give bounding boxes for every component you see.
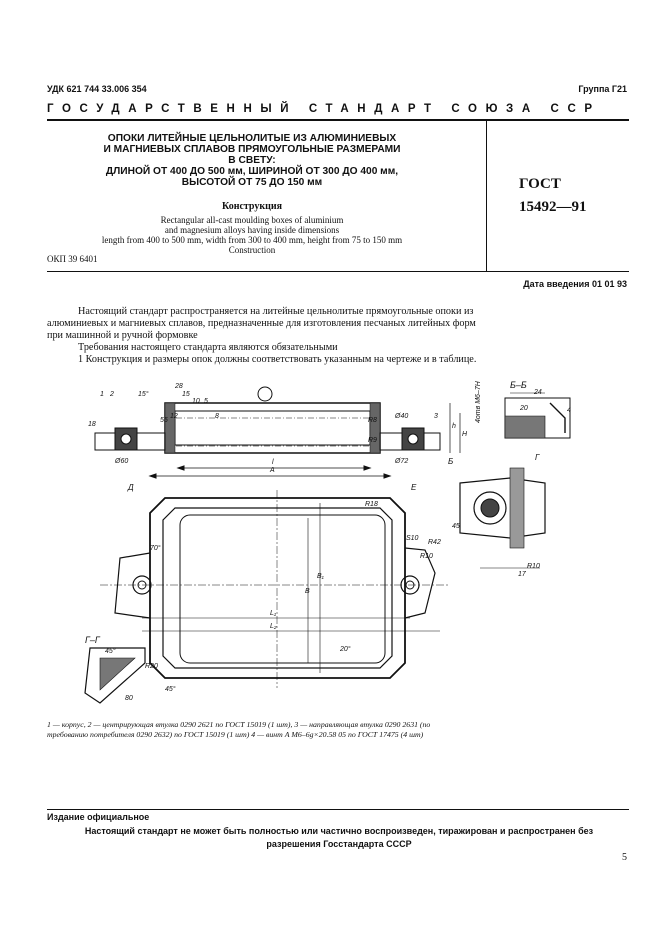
label-ang-45-a: 45° [105,648,116,655]
label-24: 24 [534,389,542,396]
footer-rule [47,809,629,810]
notice-line-1: Настоящий стандарт не может быть полностью или частично воспроизведен, тиражирован и распространен без [84,826,594,836]
figure-caption [47,720,627,739]
label-m6: 4отв М6–7Н [475,381,482,423]
edition-label: Издание официальное [47,812,150,822]
construction-ru-label: Конструкция [221,201,283,212]
label-ang-45-b: 45° [165,686,176,693]
title-en-line-4: Construction [228,245,276,255]
label-45: 45 [452,523,460,530]
label-part-3: 3 [434,413,438,420]
label-dim-B: B [305,588,310,595]
label-r10-a: R10 [420,553,433,560]
section-bb-view [505,393,570,438]
caption-line-1: 1 — корпус, 2 — центрирующая втулка 0290 2621 по ГОСТ 15019 (1 шт), 3 — направляющая втулка 0290 2631 (по [47,720,431,729]
gost-label: ГОСТ [519,176,561,192]
label-8: 8 [215,413,219,420]
body-paragraph-1-line-1: Настоящий стандарт распространяется на литейные цельнолитые прямоугольные опоки из [78,306,474,317]
label-ang-15: 15° [138,391,149,398]
label-part-1: 1 [100,391,104,398]
label-view-g: Г [535,453,540,462]
body-paragraph-3: 1 Конструкция и размеры опок должны соответствовать указанным на чертеже и в таблице. [78,354,477,365]
title-en-line-1: Rectangular all-cast moulding boxes of aluminium [160,215,344,225]
label-18: 18 [88,421,96,428]
label-4: 4 [567,407,571,414]
label-view-d: Д [128,483,134,492]
title-russian [47,133,457,188]
label-dim-L1: L₁ [270,610,277,617]
title-en-line-3: length from 400 to 500 mm, width from 300 to 400 mm, height from 75 to 150 mm [101,235,403,245]
caption-line-2: требованию потребителя 0290 2632) по ГОСТ 15019 (1 шт) 4 — винт А М6–6g×20.58 05 по ГОСТ 17475 (4 шт) [47,729,424,739]
label-r42: R42 [428,539,441,546]
title-en-line-2: and magnesium alloys having inside dimensions [164,225,340,235]
label-12: 12 [170,413,178,420]
title-ru-line-5: ВЫСОТОЙ ОТ 75 ДО 150 мм [181,177,323,188]
label-r8: R8 [368,417,377,424]
label-s10: S10 [406,535,419,542]
label-r18: R18 [365,501,378,508]
udk-code: УДК 621 744 33.006 354 [47,84,147,94]
label-r9: R9 [368,437,377,444]
group-code: Группа Г21 [578,84,627,94]
title-ru-line-3: В СВЕТУ: [228,155,276,166]
label-ang-20: 20° [340,646,351,653]
header-rule [47,119,629,121]
body-paragraph-1-line-2: алюминиевых и магниевых сплавов, предназначенные для изготовления песчаных литейных форм [47,318,476,329]
gost-number: 15492—91 [519,199,587,215]
label-80: 80 [125,695,133,702]
plan-view [100,490,450,688]
label-5: 5 [204,398,208,405]
label-r20: R20 [145,663,158,670]
label-dim-H: H [462,431,468,438]
label-dim-B1: B₁ [317,573,324,580]
state-standard-heading: ГОСУДАРСТВЕННЫЙ СТАНДАРТ СОЮЗА ССР [47,103,601,115]
label-55: 55 [160,417,168,424]
label-r10-b: R10 [527,563,540,570]
label-dim-l: l [272,459,274,466]
title-ru-line-1: ОПОКИ ЛИТЕЙНЫЕ ЦЕЛЬНОЛИТЫЕ ИЗ АЛЮМИНИЕВЫХ [107,133,397,144]
label-dim-A: A [270,467,275,474]
label-section-bb: Б–Б [510,380,527,390]
label-view-b: Б [448,457,454,466]
drawing-labels [85,380,571,702]
title-english [47,215,457,255]
label-dim-h: h [452,423,456,430]
okp-code: ОКП 39 6401 [47,254,98,264]
copyright-notice [47,825,631,851]
introduction-date: Дата введения 01 01 93 [523,279,627,289]
page-number: 5 [622,852,627,863]
title-ru-line-4: ДЛИНОЙ ОТ 400 ДО 500 мм, ШИРИНОЙ ОТ 300 ДО 400 мм, [105,166,399,177]
label-15: 15 [182,391,190,398]
label-17: 17 [518,571,526,578]
body-paragraph-1-line-3: при машинной и ручной формовке [47,330,198,341]
label-view-e: Е [411,483,417,492]
label-dim-L2: L₂ [270,623,277,630]
label-d60: Ø60 [115,458,129,465]
label-section-gg: Г–Г [85,635,100,645]
label-28: 28 [175,383,183,390]
label-20: 20 [520,405,528,412]
label-d72: Ø72 [395,458,409,465]
title-ru-line-2: И МАГНИЕВЫХ СПЛАВОВ ПРЯМОУГОЛЬНЫЕ РАЗМЕРАМИ [103,144,401,155]
notice-line-2: разрешения Госстандарта СССР [266,839,412,849]
label-ang-70: 70° [150,545,161,552]
label-part-2: 2 [110,391,114,398]
label-10: 10 [192,398,200,405]
view-g-detail [460,468,545,568]
section-gg-view [85,648,145,703]
gost-divider-vertical [486,121,487,271]
body-paragraph-2: Требования настоящего стандарта являются обязательными [78,342,338,353]
technical-drawing [40,378,630,713]
label-d40: Ø40 [395,413,409,420]
title-bottom-rule [47,271,629,272]
